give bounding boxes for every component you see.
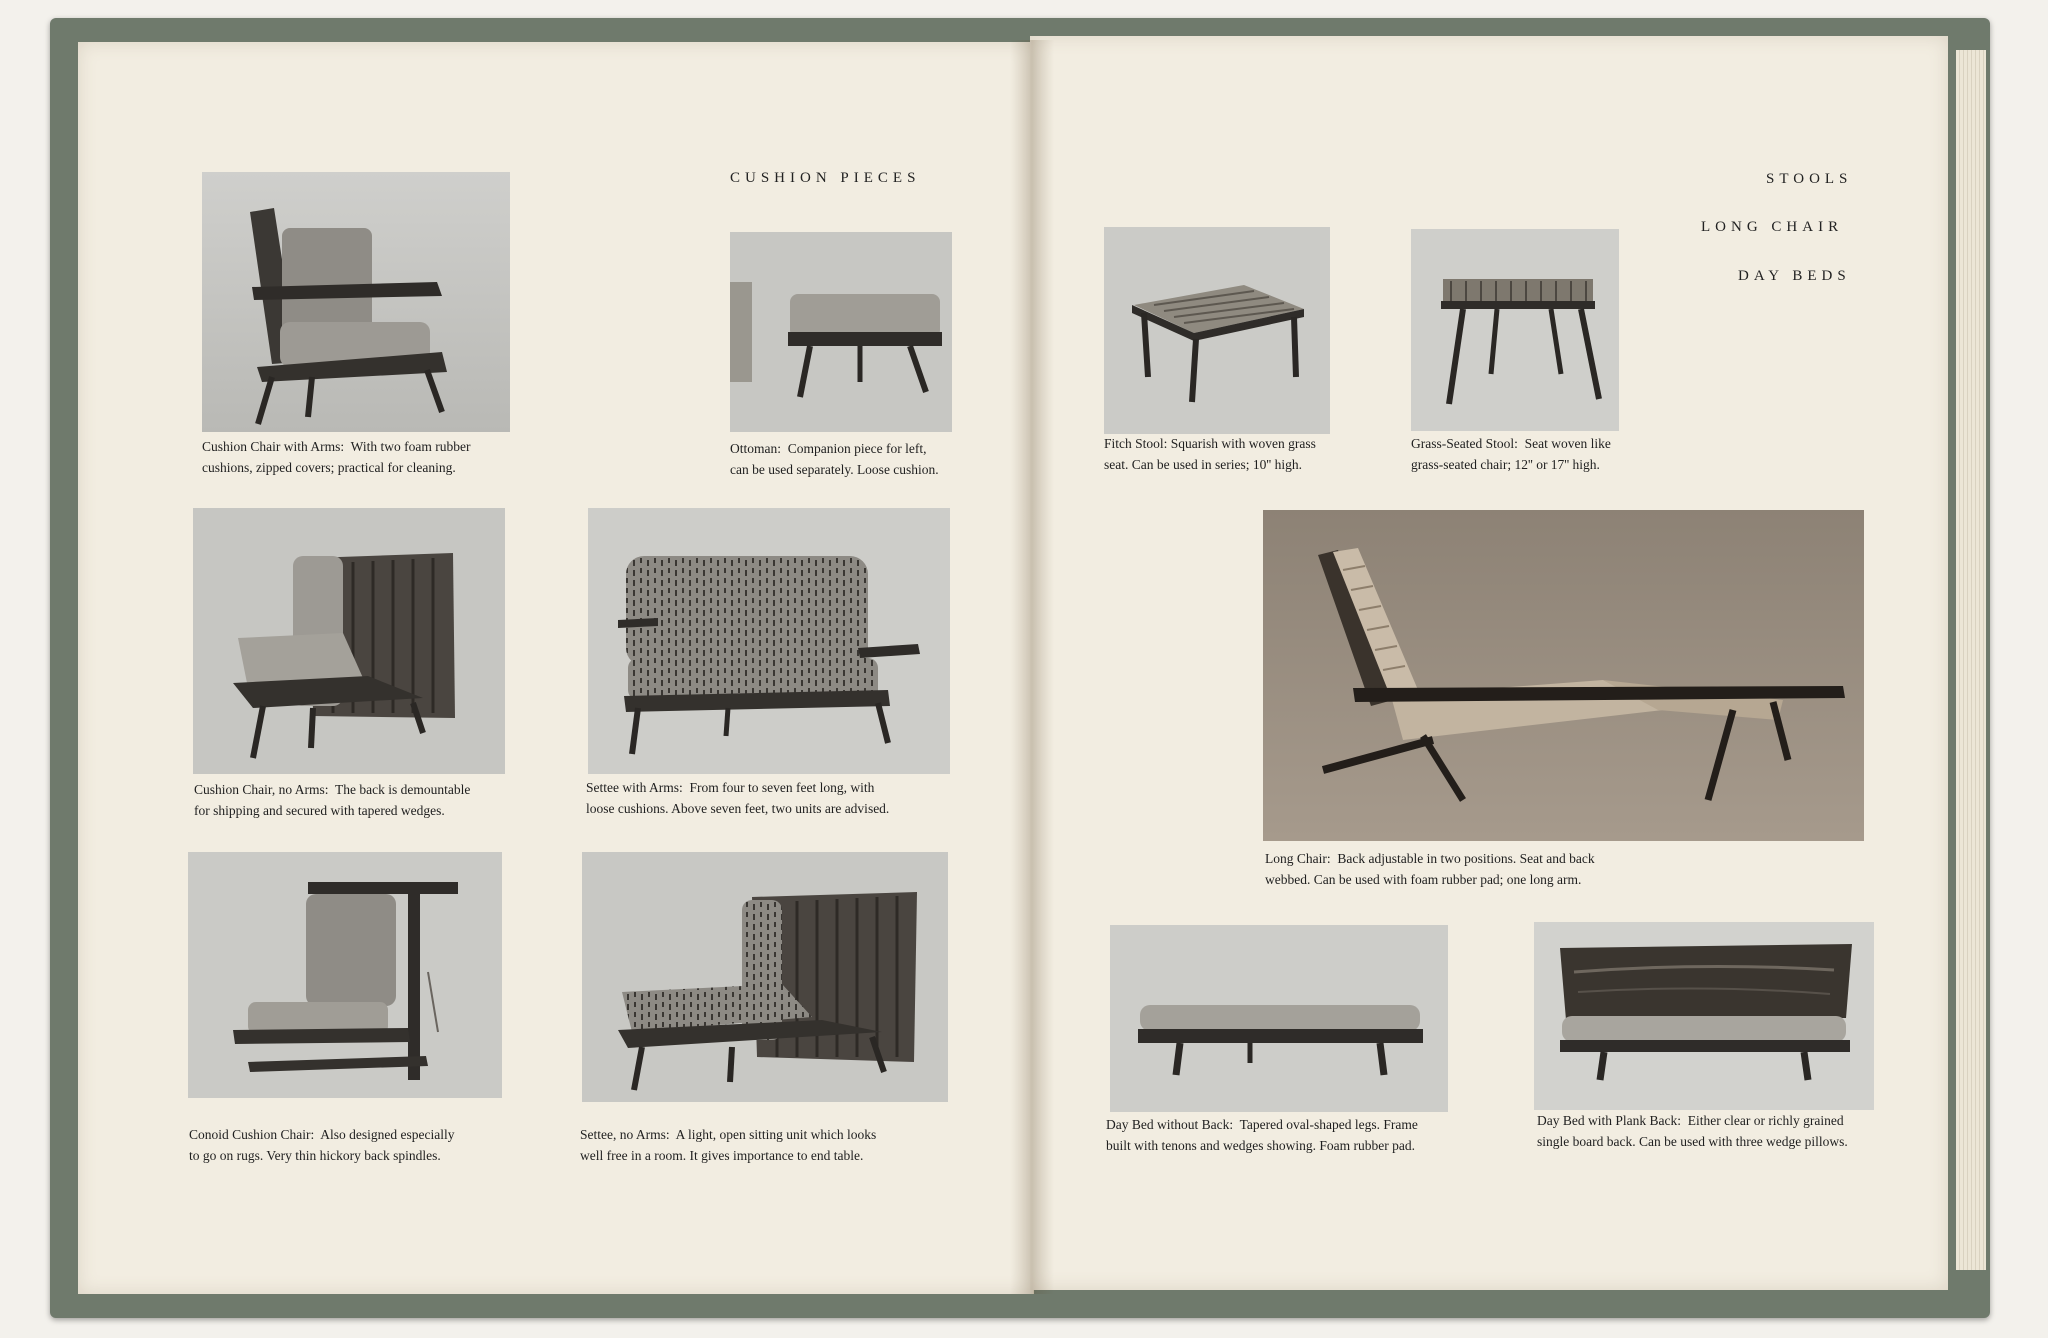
photo-settee-with-arms [588, 508, 950, 774]
caption-name: Day Bed without Back: [1106, 1117, 1234, 1132]
caption-desc: built with tenons and wedges showing. Foam rubber pad. [1106, 1138, 1415, 1153]
page-edges [1956, 50, 1986, 1270]
caption-desc: With two foam rubber [350, 439, 471, 454]
caption-desc: can be used separately. Loose cushion. [730, 462, 939, 477]
caption-name: Fitch Stool: [1104, 436, 1168, 451]
caption-name: Long Chair: [1265, 851, 1331, 866]
caption-desc: well free in a room. It gives importance to end table. [580, 1148, 864, 1163]
caption-desc: Squarish with woven grass [1170, 436, 1316, 451]
photo-fitch-stool [1104, 227, 1330, 434]
caption-desc: Seat woven like [1524, 436, 1611, 451]
caption-desc: single board back. Can be used with three wedge pillows. [1537, 1134, 1848, 1149]
caption-day-bed-with-plank-back [1537, 1110, 1848, 1152]
photo-day-bed-without-back [1110, 925, 1448, 1112]
photo-long-chair [1263, 510, 1864, 841]
caption-desc: to go on rugs. Very thin hickory back spindles. [189, 1148, 441, 1163]
caption-grass-seated-stool [1411, 433, 1611, 475]
caption-desc: loose cushions. Above seven feet, two units are advised. [586, 801, 890, 816]
section-title-stools: STOOLS [1766, 171, 1853, 187]
caption-day-bed-without-back [1106, 1114, 1418, 1156]
photo-conoid-cushion-chair [188, 852, 502, 1098]
caption-desc: cushions, zipped covers; practical for cleaning. [202, 460, 456, 475]
caption-ottoman [730, 438, 939, 480]
caption-desc: Tapered oval-shaped legs. Frame [1239, 1117, 1418, 1132]
caption-name: Day Bed with Plank Back: [1537, 1113, 1681, 1128]
caption-desc: A light, open sitting unit which looks [675, 1127, 877, 1142]
book-gutter [1010, 40, 1054, 1294]
caption-name: Cushion Chair, no Arms: [194, 782, 329, 797]
caption-name: Settee, no Arms: [580, 1127, 670, 1142]
caption-desc: seat. Can be used in series; 10'' high. [1104, 457, 1302, 472]
photo-cushion-chair-no-arms [193, 508, 505, 774]
photo-cushion-chair-with-arms [202, 172, 510, 432]
section-title-long-chair: LONG CHAIR [1701, 219, 1844, 235]
photo-day-bed-with-plank-back [1534, 922, 1874, 1110]
caption-desc: Also designed especially [320, 1127, 455, 1142]
photo-settee-no-arms [582, 852, 948, 1102]
caption-desc: Back adjustable in two positions. Seat and back [1337, 851, 1595, 866]
caption-fitch-stool [1104, 433, 1316, 475]
caption-cushion-chair-no-arms [194, 779, 470, 821]
caption-desc: The back is demountable [334, 782, 471, 797]
caption-name: Cushion Chair with Arms: [202, 439, 345, 454]
caption-name: Ottoman: [730, 441, 781, 456]
photo-ottoman [730, 232, 952, 432]
caption-desc: Either clear or richly grained [1687, 1113, 1844, 1128]
photo-grass-seated-stool [1411, 229, 1619, 431]
caption-desc: grass-seated chair; 12'' or 17'' high. [1411, 457, 1600, 472]
caption-settee-no-arms [580, 1124, 876, 1166]
caption-long-chair [1265, 848, 1595, 890]
section-title-day-beds: DAY BEDS [1738, 268, 1851, 284]
caption-name: Grass-Seated Stool: [1411, 436, 1518, 451]
caption-settee-with-arms [586, 777, 889, 819]
caption-desc: From four to seven feet long, with [689, 780, 875, 795]
caption-conoid-cushion-chair [189, 1124, 455, 1166]
caption-desc: webbed. Can be used with foam rubber pad; one long arm. [1265, 872, 1582, 887]
caption-desc: for shipping and secured with tapered wedges. [194, 803, 445, 818]
caption-name: Settee with Arms: [586, 780, 683, 795]
caption-name: Conoid Cushion Chair: [189, 1127, 315, 1142]
caption-cushion-chair-with-arms [202, 436, 470, 478]
section-title-cushion-pieces: CUSHION PIECES [730, 170, 921, 186]
caption-desc: Companion piece for left, [787, 441, 927, 456]
